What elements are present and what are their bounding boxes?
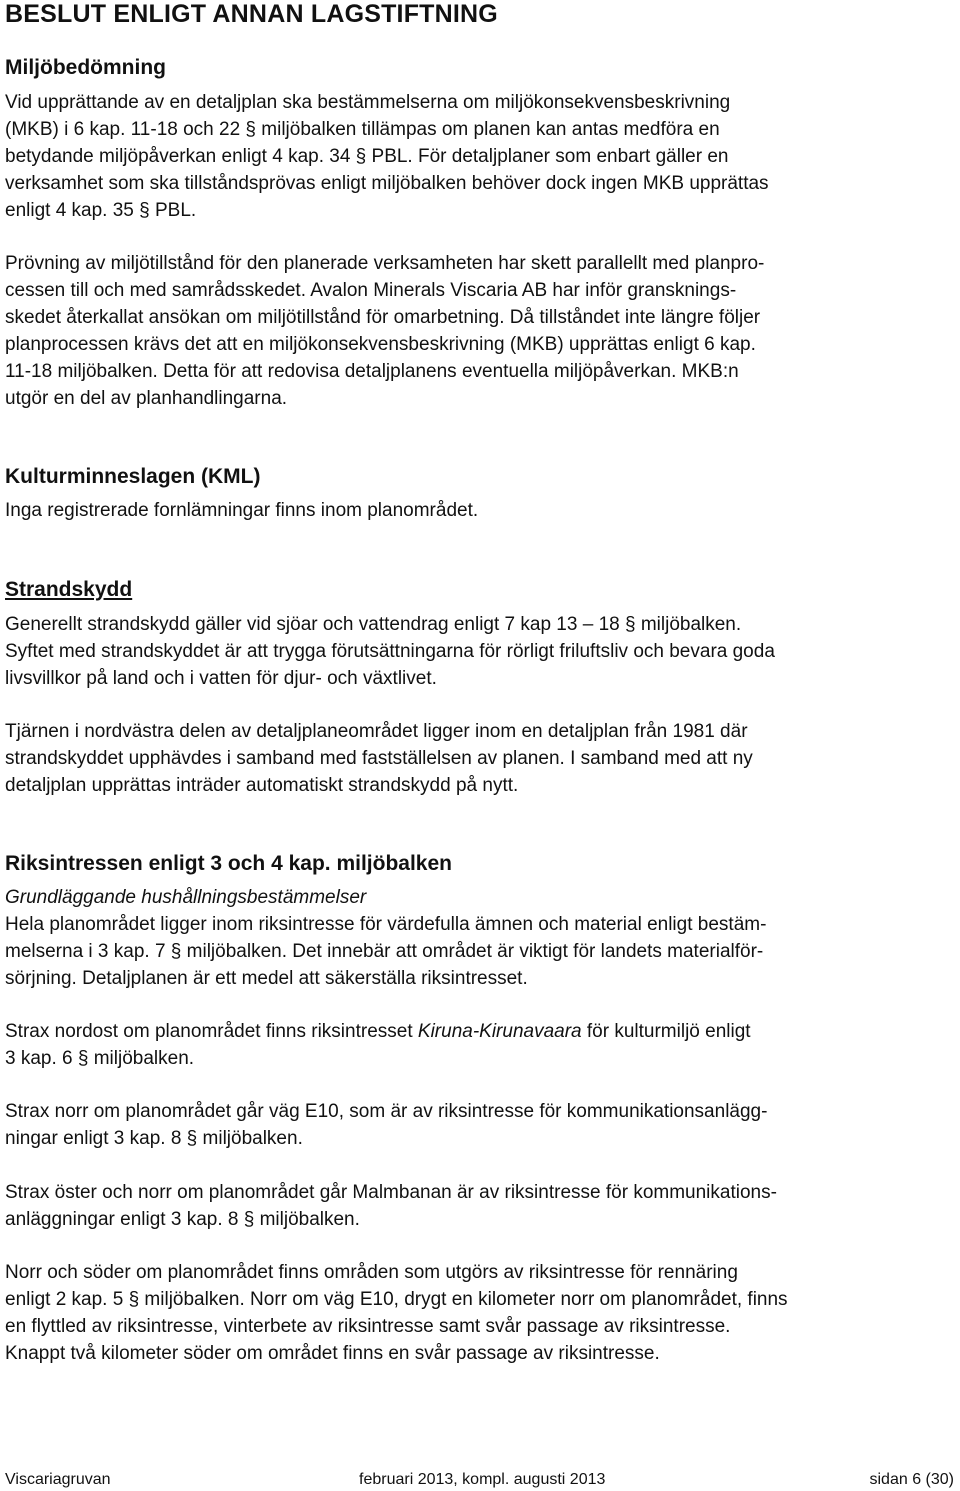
page-footer bbox=[0, 1470, 960, 1490]
document-title: BESLUT ENLIGT ANNAN LAGSTIFTNING bbox=[5, 0, 498, 28]
section-heading-riksintressen: Riksintressen enligt 3 och 4 kap. miljöbalken bbox=[5, 852, 452, 875]
text-line: 11-18 miljöbalken. Detta för att redovisa detaljplanens eventuella miljöpåverkan. MKB:n bbox=[5, 361, 739, 382]
text-line: verksamhet som ska tillståndsprövas enligt miljöbalken behöver dock ingen MKB upprättas bbox=[5, 173, 769, 194]
text-line: Strax norr om planområdet går väg E10, som är av riksintresse för kommunikationsanlägg- bbox=[5, 1101, 768, 1122]
text-line: strandskyddet upphävdes i samband med fastställelsen av planen. I samband med att ny bbox=[5, 748, 753, 769]
text-line: livsvillkor på land och i vatten för djur- och växtlivet. bbox=[5, 668, 437, 689]
text-line bbox=[5, 1018, 955, 1045]
paragraph-riks-1 bbox=[5, 911, 955, 992]
section-heading-strandskydd: Strandskydd bbox=[5, 578, 133, 601]
text-line: enligt 4 kap. 35 § PBL. bbox=[5, 200, 197, 221]
text-line: skedet återkallat ansökan om miljötillstånd för omarbetning. Då tillståndet inte längre följer bbox=[5, 307, 761, 328]
text-line: 3 kap. 6 § miljöbalken. bbox=[5, 1048, 195, 1069]
text-line: cessen till och med samrådsskedet. Avalon Minerals Viscaria AB har inför gransknings- bbox=[5, 280, 737, 301]
text-line: planprocessen krävs det att en miljökonsekvensbeskrivning (MKB) upprättas enligt 6 kap. bbox=[5, 334, 756, 355]
text-line: (MKB) i 6 kap. 11-18 och 22 § miljöbalken tillämpas om planen kan antas medföra en bbox=[5, 119, 720, 140]
text-line: betydande miljöpåverkan enligt 4 kap. 34 § PBL. För detaljplaner som enbart gäller en bbox=[5, 146, 729, 167]
text-line: anläggningar enligt 3 kap. 8 § miljöbalken. bbox=[5, 1209, 360, 1230]
text-line: utgör en del av planhandlingarna. bbox=[5, 388, 288, 409]
paragraph-kml bbox=[5, 497, 955, 524]
text-line: enligt 2 kap. 5 § miljöbalken. Norr om väg E10, drygt en kilometer norr om planområdet, finns bbox=[5, 1289, 788, 1310]
paragraph-miljo-2 bbox=[5, 250, 955, 412]
text-line: Prövning av miljötillstånd för den planerade verksamheten har skett parallellt med planpro- bbox=[5, 253, 765, 274]
italic-place-name: Kiruna-Kirunavaara bbox=[417, 1021, 582, 1042]
paragraph-strand-1 bbox=[5, 611, 955, 692]
paragraph-miljo-1 bbox=[5, 89, 955, 224]
text-line: sörjning. Detaljplanen är ett medel att säkerställa riksintresset. bbox=[5, 968, 528, 989]
text-line: melserna i 3 kap. 7 § miljöbalken. Det innebär att området är viktigt för landets materialför- bbox=[5, 941, 764, 962]
subheading-hushallning bbox=[5, 884, 955, 911]
text-line: Grundläggande hushållningsbestämmelser bbox=[5, 887, 367, 908]
text-run: för kulturmiljö enligt bbox=[581, 1021, 751, 1042]
text-line: Generellt strandskydd gäller vid sjöar och vattendrag enligt 7 kap 13 – 18 § miljöbalken. bbox=[5, 614, 742, 635]
paragraph-strand-2 bbox=[5, 718, 955, 799]
text-line: Norr och söder om planområdet finns områden som utgörs av riksintresse för rennäring bbox=[5, 1262, 738, 1283]
text-line: Syftet med strandskyddet är att trygga förutsättningarna för rörligt friluftsliv och bevara goda bbox=[5, 641, 775, 662]
section-heading-miljobedomning: Miljöbedömning bbox=[5, 56, 166, 79]
paragraph-riks-2 bbox=[5, 1018, 955, 1072]
paragraph-riks-3 bbox=[5, 1098, 955, 1152]
text-line: Strax öster och norr om planområdet går Malmbanan är av riksintresse för kommunikations- bbox=[5, 1182, 777, 1203]
text-line: Vid upprättande av en detaljplan ska bestämmelserna om miljökonsekvensbeskrivning bbox=[5, 92, 731, 113]
footer-date: februari 2013, kompl. augusti 2013 bbox=[359, 1471, 606, 1488]
text-line: Hela planområdet ligger inom riksintresse för värdefulla ämnen och material enligt bestäm- bbox=[5, 914, 767, 935]
paragraph-riks-4 bbox=[5, 1179, 955, 1233]
text-line: en flyttled av riksintresse, vinterbete av riksintresse samt svår passage av riksintresse. bbox=[5, 1316, 731, 1337]
paragraph-riks-5 bbox=[5, 1259, 955, 1367]
footer-project-name: Viscariagruvan bbox=[5, 1471, 111, 1488]
section-heading-kml: Kulturminneslagen (KML) bbox=[5, 465, 261, 488]
footer-page-number: sidan 6 (30) bbox=[869, 1471, 954, 1488]
text-line: Inga registrerade fornlämningar finns inom planområdet. bbox=[5, 500, 479, 521]
text-line: detaljplan upprättas inträder automatiskt strandskydd på nytt. bbox=[5, 775, 519, 796]
text-line: Knappt två kilometer söder om området finns en svår passage av riksintresse. bbox=[5, 1343, 660, 1364]
text-line: Tjärnen i nordvästra delen av detaljplaneområdet ligger inom en detaljplan från 1981 där bbox=[5, 721, 748, 742]
text-line: ningar enligt 3 kap. 8 § miljöbalken. bbox=[5, 1128, 303, 1149]
text-run: Strax nordost om planområdet finns riksintresset bbox=[5, 1021, 418, 1042]
